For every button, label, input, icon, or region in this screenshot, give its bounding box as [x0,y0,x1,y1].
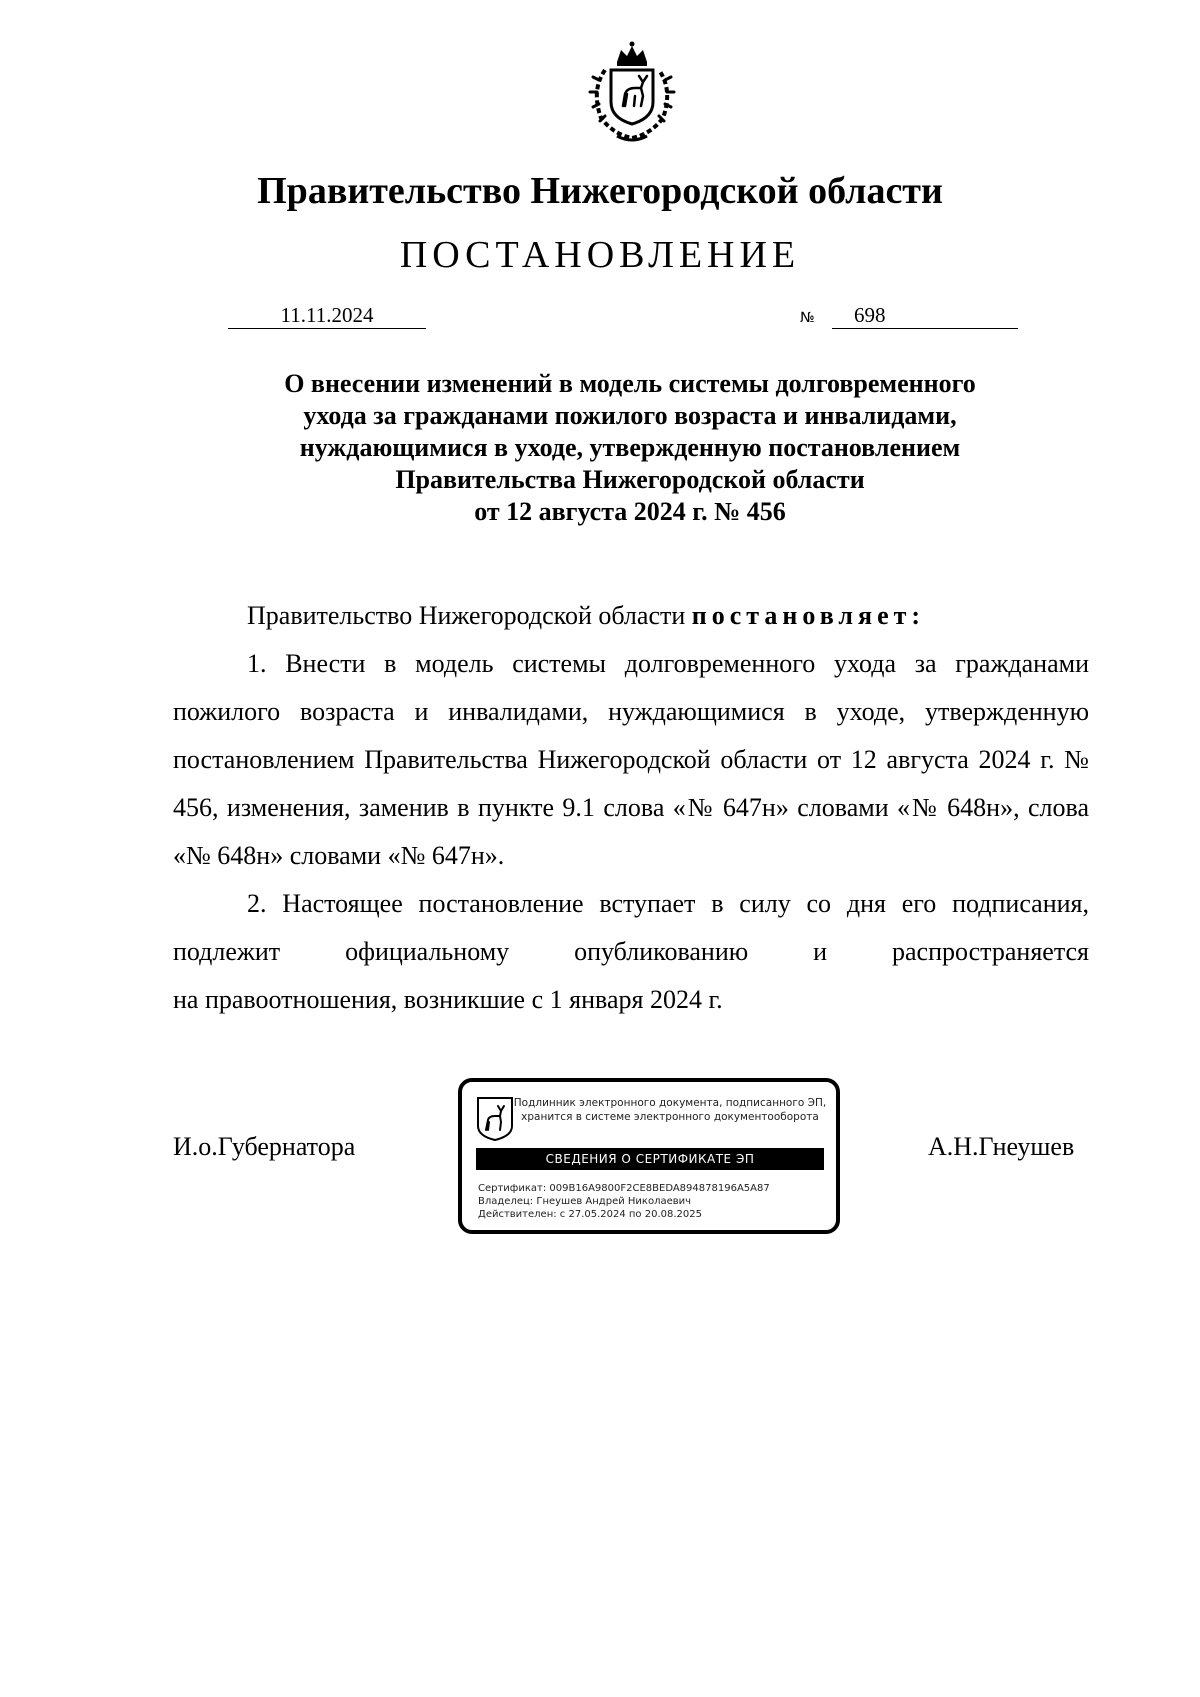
stamp-note [502,1096,838,1124]
subject-line: нуждающимися в уходе, утвержденную постановлением [299,433,961,462]
signatory-position: И.о.Губернатора [173,1132,356,1161]
document-number: 698 [854,303,886,327]
certificate-owner: Владелец: Гнеушев Андрей Николаевич [478,1196,692,1207]
signatory-name: А.Н.Гнеушев [928,1132,1075,1161]
decree-intro-prefix: Правительство Нижегородской области [247,601,686,630]
document-number-field [832,302,1018,329]
subject-line: О внесении изменений в модель системы долговременного [284,369,976,398]
paragraph-2: 2. Настоящее постановление вступает в силу со дня его подписания, подлежит официальному опубликованию и распространяется [173,889,1089,966]
stamp-note-line: Подлинник электронного документа, подписанного ЭП, [513,1097,827,1109]
stamp-note-line: хранится в системе электронного документооборота [521,1111,819,1123]
document-subject [0,368,1200,528]
document-type-title: ПОСТАНОВЛЕНИЕ [399,234,801,276]
paragraph-1: 1. Внести в модель системы долговременного ухода за гражданами пожилого возраста и инвалидами, нуждающимися в уходе, утвержденную постановлением Правительства Нижегородской области от 12 августа 2024 г. № 456, изменения, заменив в пункте 9.1 слова «№ 647н» словами «№ 648н», слова «№ 648н» словами «№ 647н». [173,649,1089,870]
decree-intro [173,592,1089,640]
certificate-details [478,1182,770,1221]
certificate-id: Сертификат: 009B16A9800F2CE8BEDA894878196A5A87 [478,1183,770,1194]
document-body [173,592,1089,1024]
certificate-validity: Действителен: с 27.05.2024 по 20.08.2025 [478,1209,702,1220]
document-date: 11.11.2024 [228,302,426,329]
paragraph-2-end: на правоотношения, возникшие с 1 января 2024 г. [173,985,723,1014]
subject-line: Правительства Нижегородской области [395,465,865,494]
subject-line: от 12 августа 2024 г. № 456 [474,497,786,526]
electronic-signature-stamp [458,1078,840,1234]
subject-line: ухода за гражданами пожилого возраста и инвалидами, [303,401,957,430]
certificate-info-bar: СВЕДЕНИЯ О СЕРТИФИКАТЕ ЭП [476,1148,824,1170]
number-sign: № [800,310,815,326]
decree-intro-verb: постановляет: [691,601,926,630]
coat-of-arms-emblem [577,40,687,144]
government-title: Правительство Нижегородской области [257,170,943,212]
